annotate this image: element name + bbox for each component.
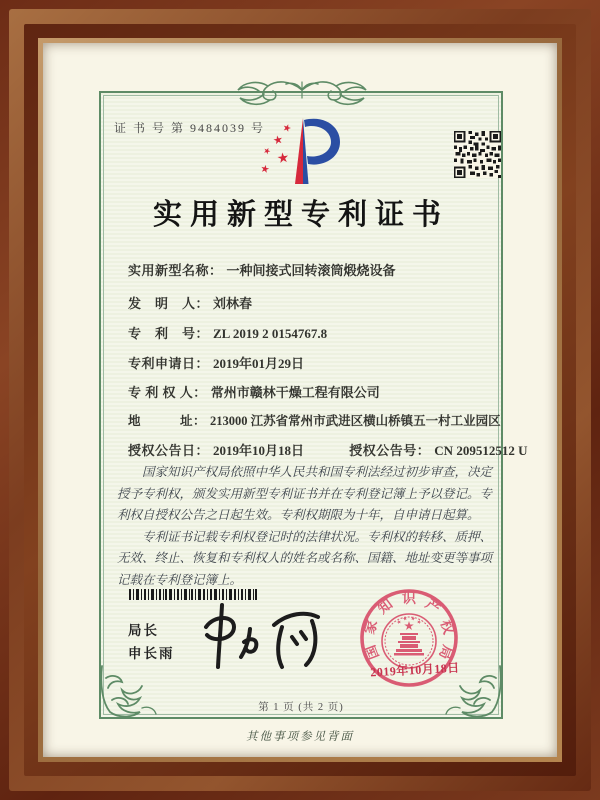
legal-text (117, 462, 495, 591)
certificate-title: 实用新型专利证书 (152, 199, 449, 231)
field-grant-row (128, 440, 527, 459)
field-value: 一种间接式回转滚筒煅烧设备 (226, 263, 396, 278)
grant-date-value: 2019年10月18日 (213, 443, 305, 458)
back-side-note: 其他事项参见背面 (246, 731, 354, 743)
legal-paragraph-2: 专利证书记载专利权登记时的法律状况。专利权的转移、质押、无效、终止、恢复和专利权人的姓名或名称、国籍、地址变更等事项记载在专利登记簿上。 (117, 529, 493, 587)
seal-char: 家 (362, 618, 382, 637)
field-label: 专 利 权 人： (128, 385, 207, 400)
cnipa-patent-logo-icon (256, 113, 348, 191)
field-label: 专 利 号： (128, 326, 210, 341)
director-signature (192, 597, 337, 679)
director-block (128, 619, 175, 665)
field-label: 实用新型名称： (128, 263, 223, 278)
seal-char: 产 (422, 597, 443, 618)
legal-paragraph-1: 国家知识产权局依照中华人民共和国专利法经过初步审查，决定授予专利权，颁发实用新型专利证书并在专利登记簿上予以登记。专利权自授权公告之日起生效。专利权期限为十年，自申请日起算。 (117, 465, 493, 522)
director-name: 申长雨 (128, 646, 175, 661)
grant-number-label: 授权公告号： (349, 443, 431, 458)
seal-char: 识 (402, 592, 416, 607)
field-label: 专利申请日： (128, 356, 210, 371)
field-label: 发 明 人： (128, 296, 210, 311)
field-value: ZL 2019 2 0154767.8 (213, 326, 328, 341)
page-number: 第 1 页 (共 2 页) (258, 702, 344, 713)
field-filing-date (128, 353, 304, 372)
top-flourish-ornament (228, 74, 376, 110)
seal-char: 知 (375, 597, 396, 618)
seal-char: 权 (436, 618, 456, 637)
field-value: 213000 江苏省常州市武进区横山桥镇五一村工业园区 (210, 414, 501, 428)
seal-char: 国 (363, 642, 383, 662)
seal-char: 局 (435, 642, 455, 662)
field-utility-model-name (128, 260, 396, 279)
qr-code (454, 131, 501, 178)
field-value: 常州市赣林干燥工程有限公司 (210, 385, 380, 400)
seal-date: 2019年10月18日 (369, 660, 461, 680)
field-value: 刘林春 (213, 296, 253, 311)
director-title: 局长 (128, 623, 159, 638)
field-patent-number (128, 323, 327, 342)
grant-date-label: 授权公告日： (128, 443, 210, 458)
field-label: 地 址： (128, 414, 207, 428)
certificate-number: 证 书 号 第 9484039 号 (114, 121, 266, 135)
field-address (128, 411, 501, 429)
field-value: 2019年01月29日 (213, 356, 305, 371)
field-patentee (128, 382, 380, 401)
grant-number-value: CN 209512512 U (434, 443, 528, 458)
field-inventor (128, 293, 252, 312)
